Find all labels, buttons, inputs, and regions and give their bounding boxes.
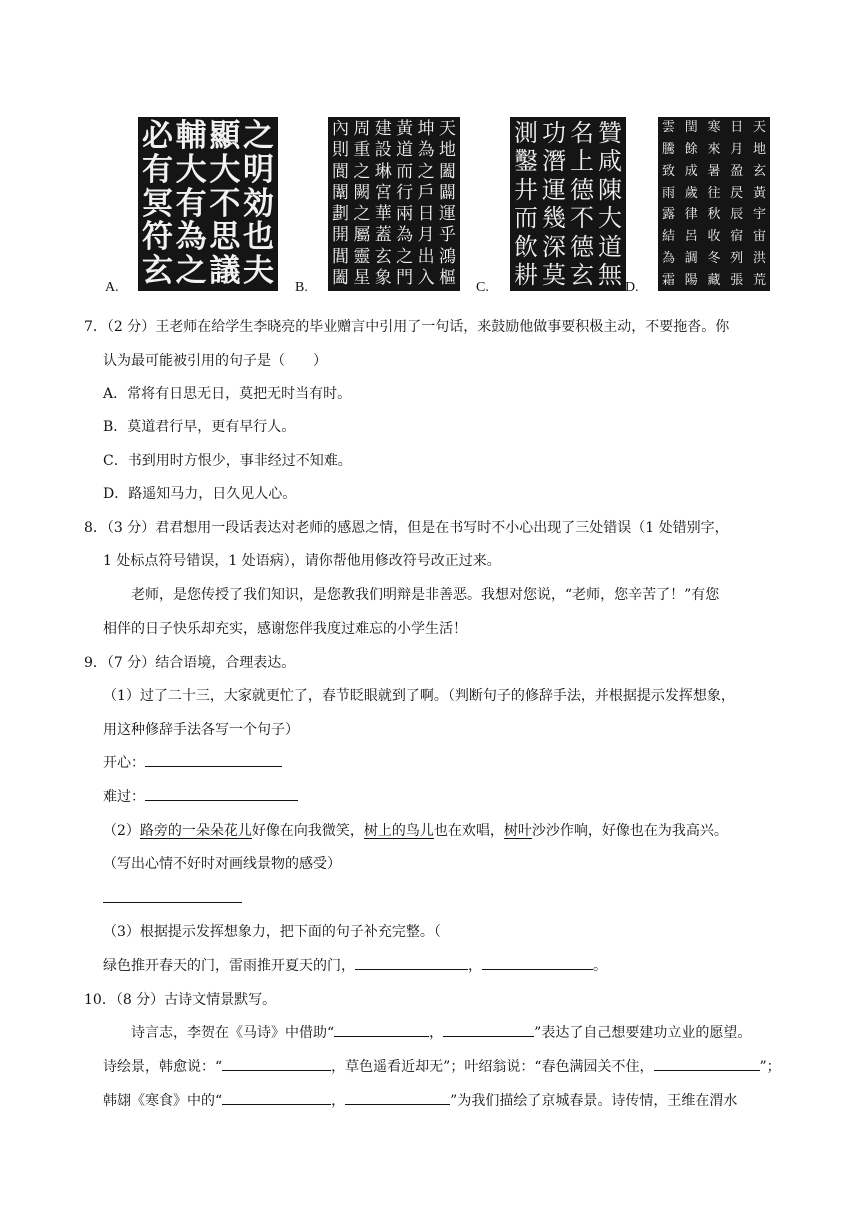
calligraphy-char: 有 [142, 151, 173, 188]
q9-part3-text: 绿色推开春天的门，雷雨推开夏天的门， [103, 958, 355, 974]
q10-line4 [103, 1090, 737, 1110]
q9-sad-label: 难过： [103, 789, 145, 805]
calligraphy-char: 闔 [332, 267, 349, 288]
calligraphy-char: 歲 [684, 185, 698, 201]
q7-option-b[interactable]: B．莫道君行早，更有早行人。 [103, 419, 296, 435]
option-b-label: B. [295, 280, 308, 295]
q10-line4-comma: ， [331, 1093, 346, 1109]
q10-line3 [103, 1056, 781, 1076]
q9-part2-prefix: （2） [103, 823, 140, 839]
calligraphy-char: 致 [662, 163, 676, 179]
q10-blank6[interactable] [345, 1090, 450, 1105]
calligraphy-char: 之 [396, 246, 414, 267]
calligraphy-char: 洪 [752, 251, 766, 267]
q7-option-d[interactable]: D．路遥知马力，日久见人心。 [103, 486, 297, 502]
calligraphy-char: 玄 [142, 253, 173, 289]
calligraphy-char: 霜 [662, 272, 676, 288]
q9-part3-blank2[interactable] [482, 955, 593, 970]
q10-blank4[interactable] [654, 1056, 760, 1071]
calligraphy-char: 之 [242, 118, 274, 154]
calligraphy-char: 德 [570, 175, 594, 204]
calligraphy-char: 上 [570, 147, 594, 176]
calligraphy-char: 符 [142, 219, 173, 256]
calligraphy-column [685, 121, 698, 287]
q7-line1: 7．（2 分）王老师在给学生李晓亮的毕业赠言中引用了一句话，来鼓励他做事要积极主动，不要拖沓。你 [84, 319, 730, 335]
q9-part3-blank1[interactable] [355, 955, 468, 970]
calligraphy-char: 行 [396, 182, 414, 203]
q10-line1: 10．（8 分）古诗文情景默写。 [84, 992, 277, 1008]
calligraphy-char: 成 [684, 163, 698, 179]
q9-sad-row [103, 786, 298, 806]
calligraphy-column [332, 121, 349, 287]
q8-line1: 8．（3 分）君君想用一段话表达对老师的感恩之情，但是在书写时不小心出现了三处错误（1 处错别字， [84, 520, 729, 536]
calligraphy-char: 飲 [514, 232, 538, 261]
calligraphy-char: 乎 [438, 225, 456, 246]
calligraphy-char: 為 [662, 251, 676, 267]
calligraphy-char: 戶 [417, 182, 435, 203]
calligraphy-char: 之 [417, 161, 435, 182]
q9-happy-row [103, 752, 282, 772]
calligraphy-char: 調 [684, 251, 698, 267]
calligraphy-column [439, 121, 456, 287]
calligraphy-char: 闢 [438, 182, 456, 203]
calligraphy-char: 道 [396, 140, 414, 161]
calligraphy-char: 暑 [707, 163, 721, 179]
calligraphy-char: 顯 [209, 118, 241, 154]
calligraphy-char: 閶 [332, 246, 349, 267]
calligraphy-char: 月 [417, 225, 435, 246]
calligraphy-char: 為 [417, 140, 435, 161]
calligraphy-column [598, 121, 622, 287]
q10-line4-text1: 韩翃《寒食》中的“ [103, 1093, 223, 1109]
calligraphy-column [418, 121, 435, 287]
calligraphy-column [753, 121, 766, 287]
calligraphy-char: 大 [598, 204, 622, 233]
calligraphy-char: 重 [353, 140, 371, 161]
calligraphy-char: 議 [209, 253, 241, 289]
q8-passage-line2: 相伴的日子快乐却充实，感谢您伴我度过难忘的小学生活！ [103, 621, 467, 637]
calligraphy-column [396, 121, 413, 287]
q10-line3-text2: ，草色遥看近却无”；叶绍翁说：“春色满园关不住， [331, 1059, 654, 1075]
calligraphy-char: 盈 [730, 163, 744, 179]
calligraphy-char: 律 [684, 207, 698, 223]
calligraphy-char: 為 [396, 225, 414, 246]
calligraphy-char: 贊 [598, 119, 622, 147]
q9-sad-blank[interactable] [145, 786, 298, 801]
q8-passage-line1: 老师，是您传授了我们知识，是您教我们明辩是非善恶。我想对您说，“老师，您辛苦了！”有您 [131, 587, 720, 603]
q9-part2-answer-blank[interactable] [103, 902, 242, 903]
q10-blank3[interactable] [222, 1056, 331, 1071]
calligraphy-char: 秋 [707, 207, 721, 223]
calligraphy-char: 名 [570, 119, 594, 147]
calligraphy-char: 不 [209, 185, 241, 222]
calligraphy-char: 騰 [662, 141, 676, 157]
q9-happy-blank[interactable] [145, 752, 282, 767]
calligraphy-char: 樞 [438, 267, 456, 288]
calligraphy-char: 也 [242, 219, 274, 256]
q10-line3-text3: ”； [759, 1059, 781, 1075]
q10-line2-text2: ”表达了自己想要建功立业的愿望。 [534, 1025, 752, 1041]
q10-line2 [131, 1022, 751, 1042]
calligraphy-column [209, 118, 241, 289]
q10-line4-text2: ”为我们描绘了京城春景。诗传情，王维在渭水 [450, 1093, 738, 1109]
calligraphy-char: 日 [417, 204, 435, 225]
calligraphy-char: 劃 [332, 204, 349, 225]
option-d-label: D. [625, 280, 639, 295]
calligraphy-char: 之 [353, 161, 371, 182]
calligraphy-char: 入 [417, 267, 435, 288]
calligraphy-char: 無 [598, 260, 622, 289]
q9-part3-line1: （3）根据提示发挥想象力，把下面的句子补充完整。（ [103, 924, 441, 940]
calligraphy-char: 為 [175, 219, 207, 256]
calligraphy-char: 玄 [374, 246, 392, 267]
calligraphy-char: 宮 [374, 182, 392, 203]
calligraphy-char: 深 [542, 232, 566, 261]
calligraphy-char: 明 [242, 151, 274, 188]
q10-line3-text1: 诗绘景，韩愈说：“ [103, 1059, 223, 1075]
calligraphy-image-c [510, 117, 626, 291]
calligraphy-char: 玄 [570, 260, 594, 289]
calligraphy-char: 闈 [332, 182, 349, 203]
q9-underlined-birds: 树上的鸟儿 [363, 823, 434, 839]
calligraphy-char: 幾 [542, 204, 566, 233]
q9-part3-comma: ， [468, 958, 482, 974]
calligraphy-char: 屬 [353, 225, 371, 246]
calligraphy-char: 莫 [542, 260, 566, 289]
calligraphy-char: 兩 [396, 204, 414, 225]
calligraphy-char: 黃 [396, 119, 414, 139]
calligraphy-char: 地 [752, 141, 766, 157]
calligraphy-char: 收 [707, 229, 721, 245]
q7-option-c[interactable]: C．书到用时方恨少，事非经过不知难。 [103, 453, 352, 469]
q9-part2-text1: 好像在向我微笑， [251, 823, 364, 839]
calligraphy-image-b [328, 117, 460, 291]
calligraphy-char: 陽 [684, 272, 698, 288]
calligraphy-char: 運 [542, 175, 566, 204]
calligraphy-char: 黃 [752, 185, 766, 201]
calligraphy-char: 道 [598, 232, 622, 261]
calligraphy-image-a [138, 117, 278, 291]
calligraphy-char: 不 [570, 204, 594, 233]
calligraphy-char: 大 [175, 151, 207, 188]
calligraphy-char: 闔 [438, 161, 456, 182]
calligraphy-char: 建 [374, 119, 392, 139]
q7-line2: 认为最可能被引用的句子是（ ） [103, 353, 327, 369]
calligraphy-char: 荒 [752, 272, 766, 288]
calligraphy-char: 而 [396, 161, 414, 182]
calligraphy-column [570, 121, 594, 287]
calligraphy-char: 設 [374, 140, 392, 161]
calligraphy-char: 而 [514, 204, 538, 233]
calligraphy-char: 鴻 [438, 246, 456, 267]
q10-blank1[interactable] [334, 1022, 429, 1037]
calligraphy-char: 効 [242, 185, 274, 222]
option-a-label: A. [105, 280, 119, 295]
calligraphy-char: 宙 [752, 229, 766, 245]
q10-blank5[interactable] [222, 1090, 331, 1105]
calligraphy-char: 往 [707, 185, 721, 201]
q9-part1-line2: 用这种修辞手法各写一个句子） [103, 722, 299, 738]
q9-part2-text2: 也在欢唱， [433, 823, 504, 839]
calligraphy-column [730, 121, 743, 287]
calligraphy-char: 靈 [353, 246, 371, 267]
calligraphy-char: 月 [730, 141, 744, 157]
q9-part3-end: 。 [593, 958, 607, 974]
q9-part2-line1 [103, 820, 728, 840]
q9-line1: 9．（7 分）结合语境，合理表达。 [84, 655, 296, 671]
calligraphy-char: 雲 [662, 120, 676, 135]
calligraphy-char: 雨 [662, 185, 676, 201]
calligraphy-char: 地 [438, 140, 456, 161]
calligraphy-char: 內 [332, 119, 349, 139]
calligraphy-char: 華 [374, 204, 392, 225]
calligraphy-char: 昃 [730, 185, 744, 201]
calligraphy-column [142, 118, 173, 289]
q9-part2-line2: （写出心情不好时对画线景物的感受） [103, 856, 341, 872]
calligraphy-char: 運 [438, 204, 456, 225]
calligraphy-char: 思 [209, 219, 241, 256]
q9-part3-line2 [103, 955, 607, 975]
calligraphy-char: 之 [175, 253, 207, 289]
calligraphy-char: 象 [374, 267, 392, 288]
calligraphy-char: 門 [396, 267, 414, 288]
calligraphy-char: 有 [175, 185, 207, 222]
option-c-label: C. [476, 280, 489, 295]
calligraphy-char: 闕 [353, 182, 371, 203]
calligraphy-char: 日 [730, 120, 744, 135]
calligraphy-char: 之 [353, 204, 371, 225]
calligraphy-char: 閏 [684, 120, 698, 135]
calligraphy-char: 測 [514, 119, 538, 147]
calligraphy-column [542, 121, 566, 287]
calligraphy-char: 琳 [374, 161, 392, 182]
calligraphy-char: 功 [542, 119, 566, 147]
calligraphy-char: 周 [353, 119, 371, 139]
calligraphy-char: 咸 [598, 147, 622, 176]
calligraphy-column [353, 121, 370, 287]
calligraphy-char: 張 [730, 272, 744, 288]
calligraphy-char: 蓋 [374, 225, 392, 246]
calligraphy-char: 露 [662, 207, 676, 223]
calligraphy-char: 閬 [332, 161, 349, 182]
calligraphy-char: 天 [438, 119, 456, 139]
calligraphy-char: 寒 [707, 120, 721, 135]
q9-happy-label: 开心： [103, 755, 145, 771]
calligraphy-char: 陳 [598, 175, 622, 204]
calligraphy-char: 出 [417, 246, 435, 267]
calligraphy-char: 德 [570, 232, 594, 261]
calligraphy-char: 開 [332, 225, 349, 246]
calligraphy-char: 宇 [752, 207, 766, 223]
calligraphy-column [707, 121, 720, 287]
calligraphy-char: 藏 [707, 272, 721, 288]
q7-option-a[interactable]: A．常将有日思无日，莫把无时当有时。 [103, 386, 352, 402]
q10-line2-text1: 诗言志，李贺在《马诗》中借助“ [131, 1025, 335, 1041]
q10-blank2[interactable] [443, 1022, 534, 1037]
calligraphy-char: 星 [353, 267, 371, 288]
calligraphy-char: 結 [662, 229, 676, 245]
calligraphy-char: 辰 [730, 207, 744, 223]
calligraphy-char: 呂 [684, 229, 698, 245]
calligraphy-char: 坤 [417, 119, 435, 139]
calligraphy-column [242, 118, 274, 289]
calligraphy-char: 列 [730, 251, 744, 267]
calligraphy-column [514, 121, 538, 287]
calligraphy-char: 玄 [752, 163, 766, 179]
calligraphy-char: 餘 [684, 141, 698, 157]
calligraphy-char: 冥 [142, 185, 173, 222]
calligraphy-char: 則 [332, 140, 349, 161]
q10-line2-comma: ， [429, 1025, 444, 1041]
calligraphy-char: 輔 [175, 118, 207, 154]
calligraphy-char: 大 [209, 151, 241, 188]
calligraphy-char: 鑿 [514, 147, 538, 176]
calligraphy-column [662, 121, 675, 287]
calligraphy-column [375, 121, 392, 287]
calligraphy-char: 天 [752, 120, 766, 135]
q9-part1-line1: （1）过了二十三，大家就更忙了，春节眨眼就到了啊。（判断句子的修辞手法，并根据提示发挥想象， [103, 688, 735, 704]
q9-underlined-flowers: 路旁的一朵朵花儿 [139, 823, 252, 839]
calligraphy-char: 必 [142, 118, 173, 154]
q8-line2: 1 处标点符号错误，1 处语病），请你帮他用修改符号改正过来。 [103, 553, 501, 569]
calligraphy-char: 冬 [707, 251, 721, 267]
calligraphy-char: 井 [514, 175, 538, 204]
calligraphy-column [175, 118, 207, 289]
calligraphy-char: 宿 [730, 229, 744, 245]
q9-part2-text3: 沙沙作响，好像也在为我高兴。 [531, 823, 728, 839]
calligraphy-char: 潛 [542, 147, 566, 176]
calligraphy-char: 耕 [514, 260, 538, 289]
calligraphy-image-d [658, 117, 770, 291]
q9-underlined-leaves: 树叶 [503, 823, 532, 839]
calligraphy-char: 來 [707, 141, 721, 157]
calligraphy-char: 夫 [242, 253, 274, 289]
